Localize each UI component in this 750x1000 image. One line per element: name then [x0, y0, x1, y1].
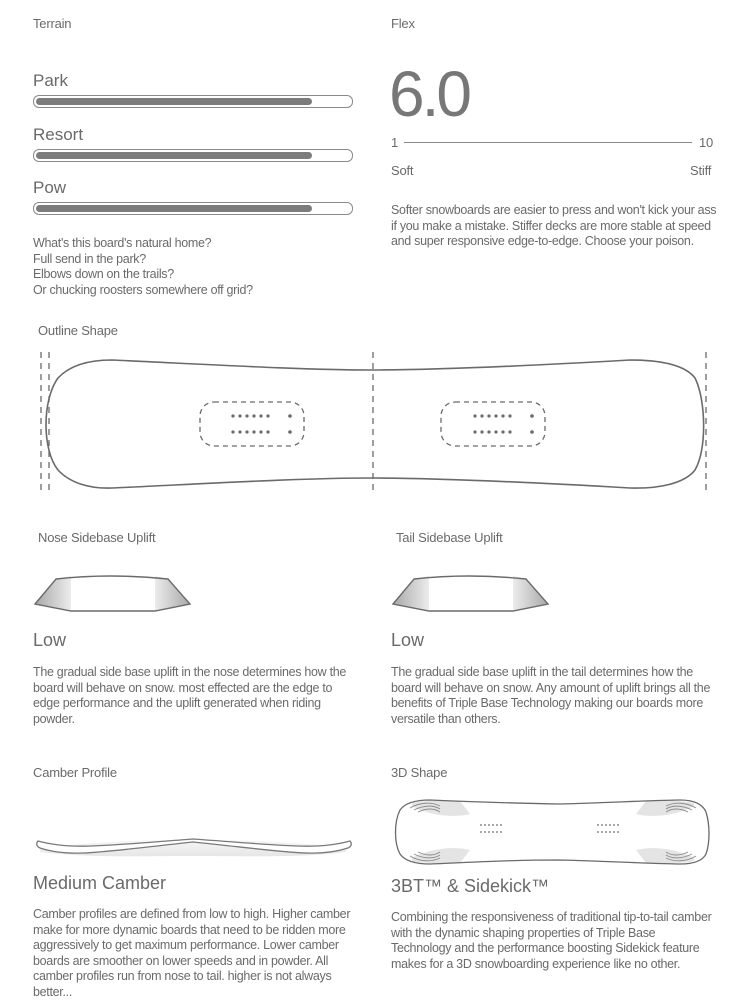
shape3d-value: 3BT™ & Sidekick™: [391, 876, 550, 896]
tail-uplift-value: Low: [391, 630, 425, 650]
tail-uplift-diagram: [393, 576, 548, 611]
flex-scale-min: 1: [391, 135, 399, 150]
terrain-description-line: Or chucking roosters somewhere off grid?: [33, 282, 253, 297]
tail-uplift-description: The gradual side base uplift in the tail determines how the board will behave on snow. Any amount of uplift brings all the benefits of Triple Base Technology making our boards more versatile than others.: [391, 665, 711, 726]
insert-holes: [231, 414, 533, 434]
3d-shape-diagram: [396, 800, 710, 864]
camber-heading: Camber Profile: [33, 765, 117, 780]
flex-description: Softer snowboards are easier to press and won't kick your ass if you make a mistake. Stiffer decks are more stable at speed and super responsive edge-to-edge. Choose your poison.: [391, 203, 717, 248]
terrain-park-label: Park: [33, 71, 68, 90]
nose-uplift-description: The gradual side base uplift in the nose determines how the board will behave on snow. most effected are the edge to edge performance and the uplift generated when riding powder.: [33, 665, 347, 726]
flex-soft-label: Soft: [391, 163, 414, 178]
nose-uplift-heading: Nose Sidebase Uplift: [38, 530, 156, 545]
shape3d-description: Combining the responsiveness of traditional tip-to-tail camber with the dynamic shaping properties of Triple Base Technology and the performance boosting Sidekick feature makes for a 3D snowboarding experience like no other.: [391, 910, 712, 971]
front-binding-area: [200, 402, 304, 446]
terrain-heading: Terrain: [33, 16, 72, 31]
terrain-description-line: Full send in the park?: [33, 251, 146, 266]
terrain-resort-label: Resort: [33, 125, 84, 144]
terrain-description-line: What's this board's natural home?: [33, 236, 212, 250]
terrain-pow-label: Pow: [33, 178, 67, 197]
camber-description: Camber profiles are defined from low to high. Higher camber make for more dynamic boards that need to be ridden more aggressively to get maximum performance. Lower camber boards are smoother on lower speeds and in powder. All camber profiles run from nose to tail. higher is not always better...: [33, 907, 351, 999]
flex-value: 6.0: [389, 58, 469, 130]
flex-heading: Flex: [391, 16, 415, 31]
shape3d-heading: 3D Shape: [391, 765, 448, 780]
flex-stiff-label: Stiff: [690, 163, 712, 178]
outline-heading: Outline Shape: [38, 323, 118, 338]
terrain-description-line: Elbows down on the trails?: [33, 267, 174, 281]
camber-profile-diagram: [37, 839, 352, 856]
camber-value: Medium Camber: [33, 873, 167, 893]
flex-scale-max: 10: [699, 135, 714, 150]
tail-uplift-heading: Tail Sidebase Uplift: [396, 530, 503, 545]
board-outline: [46, 360, 704, 488]
nose-uplift-value: Low: [33, 630, 67, 650]
nose-uplift-diagram: [35, 576, 190, 611]
rear-binding-area: [441, 402, 545, 446]
